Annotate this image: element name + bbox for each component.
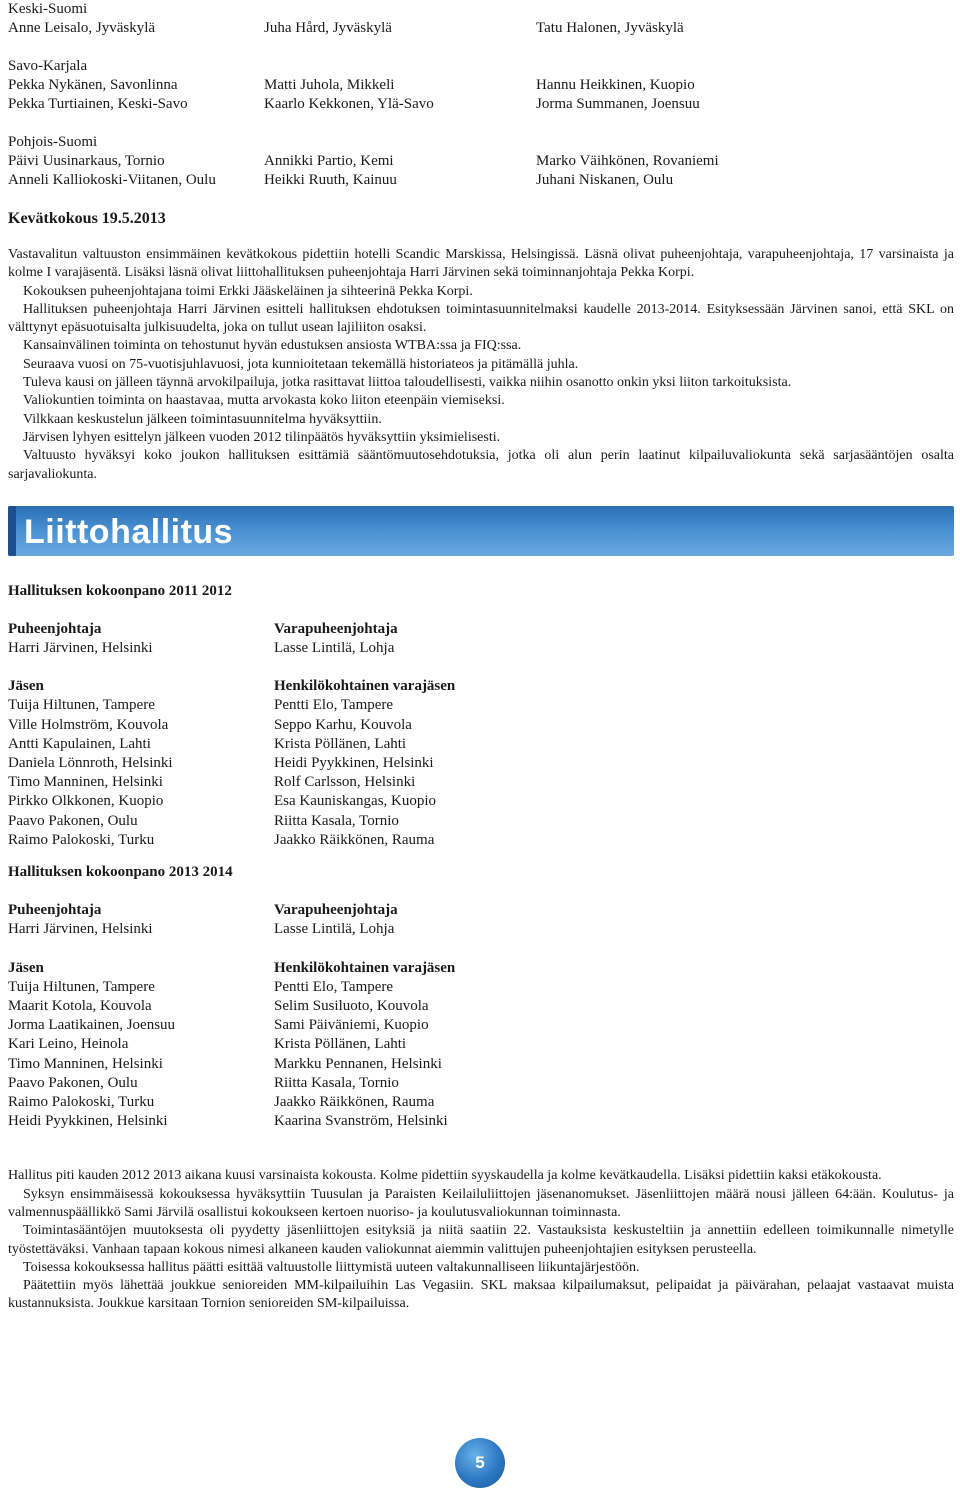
paragraph: Seuraava vuosi on 75-vuotisjuhlavuosi, jota kunnioitetaan tekemällä historiateos ja pitämällä juhla. [23,356,579,372]
board-members [8,959,954,1132]
council-member: Matti Juhola, Mikkeli [264,77,395,93]
region-name: Savo-Karjala [8,58,88,74]
paragraph: Vastavalitun valtuuston ensimmäinen kevätkokous pidettiin hotelli Scandic Marskissa, Helsingissä. Läsnä olivat puheenjohtaja, varapuheenjohtaja, 17 varsinaista ja kolme I varajäsentä. Lisäksi läsnä olivat liittohallituksen puheenjohtaja Harri Järvinen sekä toiminnanjohtaja Pekka Korpi. [8,247,954,281]
paragraph: Toisessa kokouksessa hallitus päätti esittää valtuustolle liittymistä uuteen valtakunnalliseen liikuntajärjestöön. [23,1259,640,1275]
board-member: Paavo Pakonen, Oulu [8,1074,138,1091]
region-block [8,57,954,114]
council-member: Päivi Uusinarkaus, Tornio [8,153,165,169]
deputy-member: Heidi Pyykkinen, Helsinki [274,755,434,772]
board-member: Kari Leino, Heinola [8,1036,129,1053]
spring-meeting-text [8,246,954,484]
members-label: Jäsen [8,678,44,695]
region-name: Pohjois-Suomi [8,134,98,150]
board-title-text: Hallituksen kokoonpano 2011 2012 [8,582,232,599]
chair-name: Harri Järvinen, Helsinki [8,921,153,938]
council-member: Annikki Partio, Kemi [264,153,394,169]
board-member: Tuija Hiltunen, Tampere [8,697,155,714]
paragraph: Toimintasääntöjen muutoksesta oli pyydetty jäsenliittojen esityksiä ja niitä saatiin 22. Vastauksista keskusteltiin ja annettiin edelleen toimikunnalle nimetylle työstettäväksi. Vanhaan tapaan kokous nimesi alkaneen kauden valiokunnat aiemmin valittujen puheenjohtajien esityksen perusteella. [8,1223,954,1257]
region-block [8,0,954,38]
council-member: Kaarlo Kekkonen, Ylä-Savo [264,96,434,112]
vice-chair-label: Varapuheenjohtaja [274,902,398,919]
board-report-text [8,1167,954,1313]
paragraph: Päätettiin myös lähettää joukkue senioreiden MM-kilpailuihin Las Vegasiin. SKL maksaa kilpailumaksut, pelipaidat ja päivärahan, pelaajat vastaavat muista kustannuksista. Joukkue karsitaan Tornion senioreiden SM-kilpailuissa. [8,1278,954,1312]
liittohallitus-banner [8,506,954,556]
paragraph: Hallituksen puheenjohtaja Harri Järvinen esitteli hallituksen ehdotuksen toimintasuunnitelmaksi kaudelle 2013-2014. Esityksessään Järvinen sanoi, että SKL on välttynyt epäsuotuisalta julkisuudelta, joka on tullut usean lajiliiton osaksi. [8,301,954,336]
board-member: Heidi Pyykkinen, Helsinki [8,1113,168,1130]
banner-edge [8,506,16,556]
banner-title: Liittohallitus [24,512,234,551]
deputies-label: Henkilökohtainen varajäsen [274,959,456,976]
board-member: Jorma Laatikainen, Joensuu [8,1017,176,1034]
board-leaders [8,901,954,939]
region-name: Keski-Suomi [8,1,88,17]
council-member: Anneli Kalliokoski-Viitanen, Oulu [8,172,216,188]
board-member: Daniela Lönnroth, Helsinki [8,755,173,772]
paragraph: Järvisen lyhyen esittelyn jälkeen vuoden 2012 tilinpäätös hyväksyttiin yksimielisesti. [23,429,501,445]
board-2013-2014 [8,863,954,1131]
deputy-member: Sami Päiväniemi, Kuopio [274,1017,429,1034]
deputies-label: Henkilökohtainen varajäsen [274,678,456,695]
council-regions [8,0,954,190]
board-member: Timo Manninen, Helsinki [8,1055,163,1072]
region-row [8,95,954,114]
page [8,0,954,1314]
chair-name: Harri Järvinen, Helsinki [8,640,153,657]
council-member: Tatu Halonen, Jyväskylä [536,20,684,36]
vice-chair-label: Varapuheenjohtaja [274,620,398,637]
region-row [8,19,954,38]
deputy-member: Krista Pöllänen, Lahti [274,1036,407,1053]
vice-chair-name: Lasse Lintilä, Lohja [274,921,395,938]
deputy-member: Pentti Elo, Tampere [274,978,394,995]
deputy-member: Riitta Kasala, Tornio [274,812,399,829]
council-member: Juha Hård, Jyväskylä [264,20,392,36]
board-member: Paavo Pakonen, Oulu [8,812,138,829]
council-member: Anne Leisalo, Jyväskylä [8,20,156,36]
council-member: Jorma Summanen, Joensuu [536,96,700,112]
council-member: Juhani Niskanen, Oulu [536,172,674,188]
paragraph: Kokouksen puheenjohtajana toimi Erkki Jääskeläinen ja sihteerinä Pekka Korpi. [23,283,473,299]
deputy-member: Krista Pöllänen, Lahti [274,735,407,752]
chair-label: Puheenjohtaja [8,620,102,637]
deputy-member: Markku Pennanen, Helsinki [274,1055,442,1072]
board-member: Timo Manninen, Helsinki [8,774,163,791]
deputy-member: Selim Susiluoto, Kouvola [274,997,429,1014]
deputy-member: Jaakko Räikkönen, Rauma [274,831,435,848]
board-member: Tuija Hiltunen, Tampere [8,978,155,995]
page-number-badge: 5 [455,1438,505,1488]
board-title [8,863,954,882]
paragraph: Hallitus piti kauden 2012 2013 aikana kuusi varsinaista kokousta. Kolme pidettiin syyskaudella ja kolme kevätkaudella. Lisäksi pidettiin kaksi etäkokousta. [8,1168,882,1184]
deputy-member: Esa Kauniskangas, Kuopio [274,793,437,810]
paragraph: Kansainvälinen toiminta on tehostunut hyvän edustuksen ansiosta WTBA:ssa ja FIQ:ssa. [23,338,522,354]
board-leaders [8,620,954,658]
deputy-member: Seppo Karhu, Kouvola [274,716,412,733]
paragraph: Syksyn ensimmäisessä kokouksessa hyväksyttiin Tuusulan ja Paraisten Keilailuliittojen jäsenanomukset. Jäsenliittojen määrä nousi jälleen 64:ään. Koulutus- ja valmennuspäällikkö Sami Järvilä osallistui kokoukseen kertoen nuoriso- ja koulutusvaliokunnan toiminnasta. [8,1186,954,1220]
members-label: Jäsen [8,959,44,976]
board-title-text: Hallituksen kokoonpano 2013 2014 [8,864,233,881]
paragraph: Tuleva kausi on jälleen täynnä arvokilpailuja, jotka rasittavat liittoa taloudellisesti, vaikka niihin osanotto onkin yksi liiton tarkoituksista. [23,375,792,391]
paragraph: Valiokuntien toiminta on haastavaa, mutta arvokasta koko liiton eteenpäin viemiseksi. [23,393,505,409]
board-title [8,582,954,601]
board-2011-2012 [8,582,954,850]
chair-label: Puheenjohtaja [8,902,102,919]
board-member: Ville Holmström, Kouvola [8,716,169,733]
board-member: Raimo Palokoski, Turku [8,1093,155,1110]
paragraph: Vilkkaan keskustelun jälkeen toimintasuunnitelma hyväksyttiin. [23,411,382,427]
council-member: Hannu Heikkinen, Kuopio [536,77,695,93]
council-member: Pekka Turtiainen, Keski-Savo [8,96,188,112]
council-member: Pekka Nykänen, Savonlinna [8,77,178,93]
region-block [8,133,954,190]
deputy-member: Rolf Carlsson, Helsinki [274,774,416,791]
deputy-member: Pentti Elo, Tampere [274,697,394,714]
board-member: Maarit Kotola, Kouvola [8,997,152,1014]
region-row [8,171,954,190]
board-member: Raimo Palokoski, Turku [8,831,155,848]
board-member: Pirkko Olkkonen, Kuopio [8,793,164,810]
vice-chair-name: Lasse Lintilä, Lohja [274,640,395,657]
paragraph: Valtuusto hyväksyi koko joukon hallituksen esittämiä sääntömuutosehdotuksia, jotka oli alun perin laatinut kilpailuvaliokunta sekä sarjasääntöjen osalta sarjavaliokunta. [8,448,954,482]
deputy-member: Jaakko Räikkönen, Rauma [274,1093,435,1110]
spring-meeting-title: Kevätkokous 19.5.2013 [8,210,166,227]
deputy-member: Riitta Kasala, Tornio [274,1074,399,1091]
region-row [8,152,954,171]
board-member: Antti Kapulainen, Lahti [8,735,151,752]
board-members [8,677,954,850]
council-member: Heikki Ruuth, Kainuu [264,172,397,188]
council-member: Marko Väihkönen, Rovaniemi [536,153,719,169]
region-row [8,76,954,95]
deputy-member: Kaarina Svanström, Helsinki [274,1113,448,1130]
